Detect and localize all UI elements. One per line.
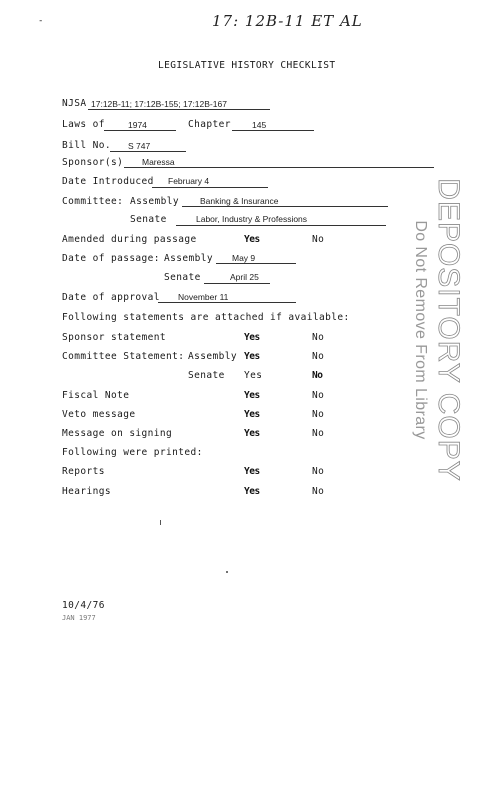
laws-of-value: 1974 [128,120,147,130]
passage-assembly-underline [216,263,296,264]
sponsor-statement-label: Sponsor statement [62,332,167,343]
message-on-signing-yes: Yes [244,428,260,439]
corner-mark: ‐ [38,16,44,26]
sponsor-statement-no: No [312,332,325,343]
njsa-underline [88,109,270,110]
committee-statement-senate-label: Senate [188,370,225,381]
tick-mark [160,520,164,525]
veto-message-yes: Yes [244,409,260,420]
amended-no: No [312,234,325,245]
committee-label: Committee: [62,196,124,207]
bill-no-value: S 747 [128,141,151,151]
sponsors-underline [124,167,434,168]
stamp-sub-text: Do Not Remove From Library [412,220,429,440]
stamp-main-text: DEPOSITORY COPY [432,178,465,482]
committee-statement-label: Committee Statement: [62,351,185,362]
chapter-underline [232,130,314,131]
printed-heading: Following were printed: [62,447,203,458]
committee-statement-assembly-label: Assembly [188,351,237,362]
speck-mark [226,571,228,573]
depository-stamp [402,178,474,482]
laws-of-underline [104,130,176,131]
date-of-approval-value: November 11 [178,292,229,302]
sponsors-value: Maressa [142,157,175,167]
statements-heading: Following statements are attached if available: [62,312,350,323]
reports-yes: Yes [244,466,260,477]
laws-of-label: Laws of [62,119,105,130]
fiscal-note-yes: Yes [244,390,260,401]
date-of-passage-label: Date of passage: [62,253,160,264]
veto-message-no: No [312,409,325,420]
passage-senate-label: Senate [164,272,201,283]
hearings-no: No [312,486,325,497]
committee-assembly-value: Banking & Insurance [200,196,279,206]
passage-assembly-value: May 9 [232,253,256,263]
committee-senate-underline [176,225,386,226]
sponsor-statement-yes: Yes [244,332,260,343]
amended-label: Amended during passage [62,234,197,245]
veto-message-label: Veto message [62,409,136,420]
committee-statement-senate-no: No [312,370,323,381]
njsa-label: NJSA [62,98,87,109]
handwritten-annotation: 17: 12B-11 ET AL [212,12,363,30]
passage-senate-value: April 25 [230,272,259,282]
date-of-approval-label: Date of approval [62,292,160,303]
document-title: LEGISLATIVE HISTORY CHECKLIST [158,60,336,71]
reports-no: No [312,466,325,477]
passage-assembly-label: Assembly [164,253,213,264]
date-introduced-underline [152,187,268,188]
chapter-label: Chapter [188,119,231,130]
hearings-label: Hearings [62,486,111,497]
amended-yes: Yes [244,234,260,245]
committee-senate-label: Senate [130,214,167,225]
date-of-approval-underline [158,302,296,303]
fiscal-note-label: Fiscal Note [62,390,130,401]
hearings-yes: Yes [244,486,260,497]
committee-statement-assembly-no: No [312,351,325,362]
fiscal-note-no: No [312,390,325,401]
committee-statement-senate-yes: Yes [244,370,263,381]
committee-statement-assembly-yes: Yes [244,351,260,362]
date-introduced-value: February 4 [168,176,210,186]
message-on-signing-no: No [312,428,325,439]
bill-no-label: Bill No. [62,140,111,151]
njsa-value: 17:12B-11; 17:12B-155; 17:12B-167 [91,99,227,109]
date-introduced-label: Date Introduced [62,176,154,187]
footer-date: 10/4/76 [62,600,105,611]
chapter-value: 145 [252,120,267,130]
reports-label: Reports [62,466,105,477]
message-on-signing-label: Message on signing [62,428,173,439]
passage-senate-underline [204,283,270,284]
committee-assembly-underline [182,206,388,207]
committee-senate-value: Labor, Industry & Professions [196,214,308,224]
committee-assembly-label: Assembly [130,196,179,207]
bill-no-underline [110,151,186,152]
sponsors-label: Sponsor(s) [62,157,124,168]
footer-faint-stamp: JAN 1977 [62,614,96,622]
